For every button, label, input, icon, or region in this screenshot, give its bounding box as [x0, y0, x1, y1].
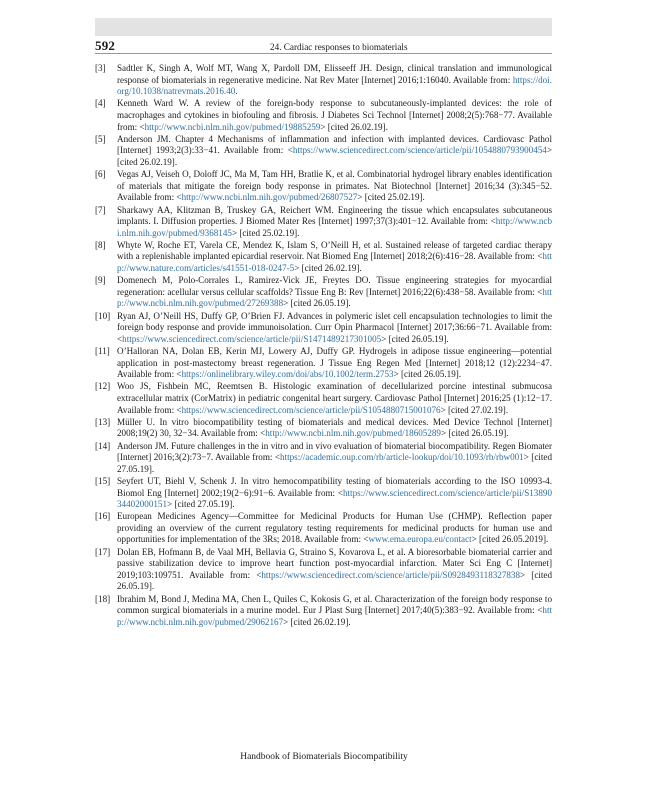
reference-link[interactable]: https://academic.oup.com/rb/article-lookup/doi/10.1093/rb/rbw001 [280, 452, 524, 463]
reference-citation: Ryan AJ, O’Neill HS, Duffy GP, O’Brien FJ. Advances in polymeric islet cell encapsulation technologies to limit the foreign body response and provide immunoisolation. Curr Opin Pharmacol [Internet] 2017;36:66−71. Available from: < [117, 310, 552, 344]
reference-citation: Anderson JM. Future challenges in the in vitro and in vivo evaluation of biomaterial biocompatibility. Regen Biomater [Internet] 2016;3(2):73−7. Available from: < [117, 440, 552, 463]
reference-link[interactable]: http://www.nature.com/articles/s41551-018-0247-5 [117, 251, 552, 274]
reference-citation: O’Halloran NA, Dolan EB, Kerin MJ, Lowery AJ, Duffy GP. Hydrogels in adipose tissue engineering—potential application in post-mastectomy breast regeneration. J Tissue Eng Regen Med [Internet] 2018;12 (12):2234−47. Available from: < [117, 346, 552, 380]
reference-text [117, 346, 552, 381]
reference-text [117, 594, 552, 629]
reference-item [95, 547, 552, 593]
reference-text [117, 417, 552, 440]
reference-link[interactable]: https://www.sciencedirect.com/science/article/pii/1054880793900454 [292, 145, 547, 156]
reference-link[interactable]: http://www.ncbi.nlm.nih.gov/pubmed/18605289 [265, 428, 441, 439]
reference-number: [4] [95, 98, 106, 109]
reference-citation: Whyte W, Roche ET, Varela CE, Mendez K, Islam S, O’Neill H, et al. Sustained release of targeted cardiac therapy with a replenishable implanted epicardial reservoir. Nat Biomed Eng [Internet] 2018;2(6):416−28. Available from: < [117, 239, 552, 262]
reference-cited-date: > [cited 26.02.19]. [294, 263, 362, 274]
reference-citation: Kenneth Ward W. A review of the foreign-body response to subcutaneously-implanted devices: the role of macrophages and cytokines in biofouling and fibrosis. J Diabetes Sci Technol [Internet] 2008;2(5):768−77. Available from: < [117, 98, 552, 132]
reference-cited-date: > [cited 26.05.19]. [440, 428, 509, 439]
reference-item [95, 205, 552, 240]
reference-link[interactable]: http://www.ncbi.nlm.nih.gov/pubmed/27269388 [117, 286, 552, 309]
reference-cited-date: > [cited 27.02.19]. [440, 404, 509, 415]
footer-book-title: Handbook of Biomaterials Biocompatibility [240, 752, 408, 762]
reference-list [95, 63, 552, 629]
reference-citation: Domenech M, Polo-Corrales L, Ramirez-Vick JE, Freytes DO. Tissue engineering strategies for myocardial regeneration: acellular versus cellular scaffolds? Tissue Eng B: Rev [Internet] 2016;22(6):438−58. Available from: < [117, 275, 552, 297]
reference-cited-date: > [cited 27.05.19]. [167, 499, 235, 510]
reference-text [117, 511, 552, 546]
reference-item [95, 381, 552, 416]
reference-number: [14] [95, 440, 111, 451]
reference-item [95, 169, 552, 204]
reference-number: [16] [95, 511, 111, 522]
reference-number: [18] [95, 593, 111, 604]
reference-citation: Vegas AJ, Veiseh O, Doloff JC, Ma M, Tam HH, Bratlie K, et al. Combinatorial hydrogel library enables identification of materials that mitigate the foreign body response in primates. Nat Biotechnol [Internet] 2016;34 (3):345−52. Available from: < [117, 169, 552, 203]
reference-text [117, 275, 552, 310]
reference-text [117, 169, 552, 204]
reference-item [95, 511, 552, 546]
reference-number: [6] [95, 169, 106, 180]
reference-text [117, 381, 552, 416]
reference-text [117, 476, 552, 511]
reference-citation: Seyfert UT, Biehl V, Schenk J. In vitro hemocompatibility testing of biomaterials according to the ISO 10993-4. Biomol Eng [Internet] 2002;19(2−6):91−6. Available from: < [117, 475, 552, 498]
reference-link[interactable]: http://www.ncbi.nlm.nih.gov/pubmed/19885259 [144, 121, 321, 132]
reference-link[interactable]: https://doi.org/10.1038/natrevmats.2016.40 [117, 74, 552, 97]
reference-number: [13] [95, 416, 111, 427]
reference-cited-date: > [cited 25.02.19]. [357, 192, 425, 203]
reference-item [95, 594, 552, 629]
reference-text [117, 134, 552, 169]
reference-link[interactable]: https://www.sciencedirect.com/science/article/pii/S1471489217301005 [122, 333, 382, 344]
reference-cited-date: . [235, 86, 238, 97]
reference-number: [12] [95, 381, 111, 392]
reference-text [117, 240, 552, 275]
reference-item [95, 275, 552, 310]
reference-text [117, 98, 552, 133]
reference-text [117, 311, 552, 346]
reference-cited-date: > [cited 26.05.2019]. [471, 534, 549, 545]
reference-number: [11] [95, 346, 110, 356]
reference-item [95, 346, 552, 381]
reference-link[interactable]: http://www.ncbi.nlm.nih.gov/pubmed/26807527 [181, 192, 358, 203]
reference-link[interactable]: http://www.ncbi.nlm.nih.gov/pubmed/9368145 [117, 216, 552, 238]
reference-number: [15] [95, 475, 111, 486]
reference-link[interactable]: http://www.ncbi.nlm.nih.gov/pubmed/29062167 [117, 605, 552, 627]
header-rule [95, 53, 552, 54]
reference-text [117, 205, 552, 240]
reference-text [117, 441, 552, 476]
reference-citation: Müller U. In vitro biocompatibility testing of biomaterials and medical devices. Med Device Technol [Internet] 2008;19(2) 30, 32−34. Available from: < [117, 416, 552, 439]
reference-link[interactable]: www.ema.europa.eu/contact [368, 534, 472, 545]
reference-link[interactable]: https://www.sciencedirect.com/science/article/pii/S0928493118327838 [261, 569, 521, 580]
reference-number: [9] [95, 275, 106, 286]
reference-cited-date: > [cited 25.02.19]. [231, 227, 300, 238]
reference-citation: European Medicines Agency—Committee for Medicinal Products for Human Use (CHMP). Reflection paper providing an overview of the current regulatory testing requirements for medicinal products for human use and opportunities for implementation of the 3Rs; 2018. Available from: < [117, 511, 552, 545]
reference-item [95, 441, 552, 476]
reference-item [95, 311, 552, 346]
reference-cited-date: > [cited 27.05.19]. [117, 452, 552, 474]
reference-number: [17] [95, 546, 111, 557]
reference-cited-date: > [cited 26.05.19]. [381, 333, 449, 344]
reference-item [95, 63, 552, 98]
reference-cited-date: > [cited 26.05.19]. [117, 569, 552, 592]
reference-link[interactable]: https://www.sciencedirect.com/science/article/pii/S1054880715001076 [181, 404, 441, 415]
reference-item [95, 417, 552, 440]
reference-cited-date: > [cited 26.05.19]. [393, 369, 462, 380]
reference-text [117, 547, 552, 593]
reference-link[interactable]: https://onlinelibrary.wiley.com/doi/abs/10.1002/term.2753 [181, 369, 394, 380]
reference-item [95, 476, 552, 511]
reference-citation: Anderson JM. Chapter 4 Mechanisms of inflammation and infection with implanted devices. Cardiovasc Pathol [Internet] 1993;2(3):33−41. Available from: < [117, 133, 552, 156]
page-number: 592 [95, 38, 116, 53]
reference-citation: Woo JS, Fishbein MC, Reemtsen B. Histologic examination of decellularized porcine intestinal submucosa extracellular matrix (CorMatrix) in pediatric congenital heart surgery. Cardiovasc Pathol [Internet] 2016;25 (1):12−17. Available from: < [117, 381, 552, 415]
reference-citation: Ibrahim M, Bond J, Medina MA, Chen L, Quiles C, Kokosis G, et al. Characterization of the foreign body response to common surgical biomaterials in a murine model. Eur J Plast Surg [Internet] 2017;40(5):383−92. Available from: < [117, 593, 552, 616]
reference-cited-date: > [cited 26.02.19]. [320, 121, 388, 132]
reference-item [95, 98, 552, 133]
reference-number: [5] [95, 133, 106, 144]
reference-link[interactable]: https://www.sciencedirect.com/science/article/pii/S1389034402000151 [117, 487, 552, 510]
reference-cited-date: > [cited 26.02.19]. [117, 145, 552, 167]
reference-cited-date: > [cited 26.02.19]. [283, 616, 351, 627]
reference-number: [7] [95, 204, 106, 215]
header-band [95, 18, 552, 36]
reference-citation: Sharkawy AA, Klitzman B, Truskey GA, Reichert WM. Engineering the tissue which encapsulates subcutaneous implants. I. Diffusion properties. J Biomed Mater Res [Internet] 1997;37(3):401−12. Available from: < [117, 204, 552, 227]
running-title: 24. Cardiac responses to biomaterials [270, 42, 408, 52]
reference-item [95, 134, 552, 169]
reference-number: [3] [95, 63, 106, 73]
reference-text [117, 63, 552, 98]
reference-item [95, 240, 552, 275]
reference-number: [10] [95, 310, 111, 321]
reference-citation: Dolan EB, Hofmann B, de Vaal MH, Bellavia G, Straino S, Kovarova L, et al. A bioresorbable biomaterial carrier and passive stabilization device to improve heart function post-myocardial infarction. Mater Sci Eng C [Internet] 2019;103:109751. Available from: < [117, 546, 552, 580]
reference-citation: Sadtler K, Singh A, Wolf MT, Wang X, Pardoll DM, Elisseeff JH. Design, clinical translation and immunological response of biomaterials in regenerative medicine. Nat Rev Mater [Internet] 2016;1:16040. Available from: [117, 63, 552, 85]
reference-cited-date: > [cited 26.05.19]. [283, 298, 351, 309]
reference-number: [8] [95, 239, 106, 250]
